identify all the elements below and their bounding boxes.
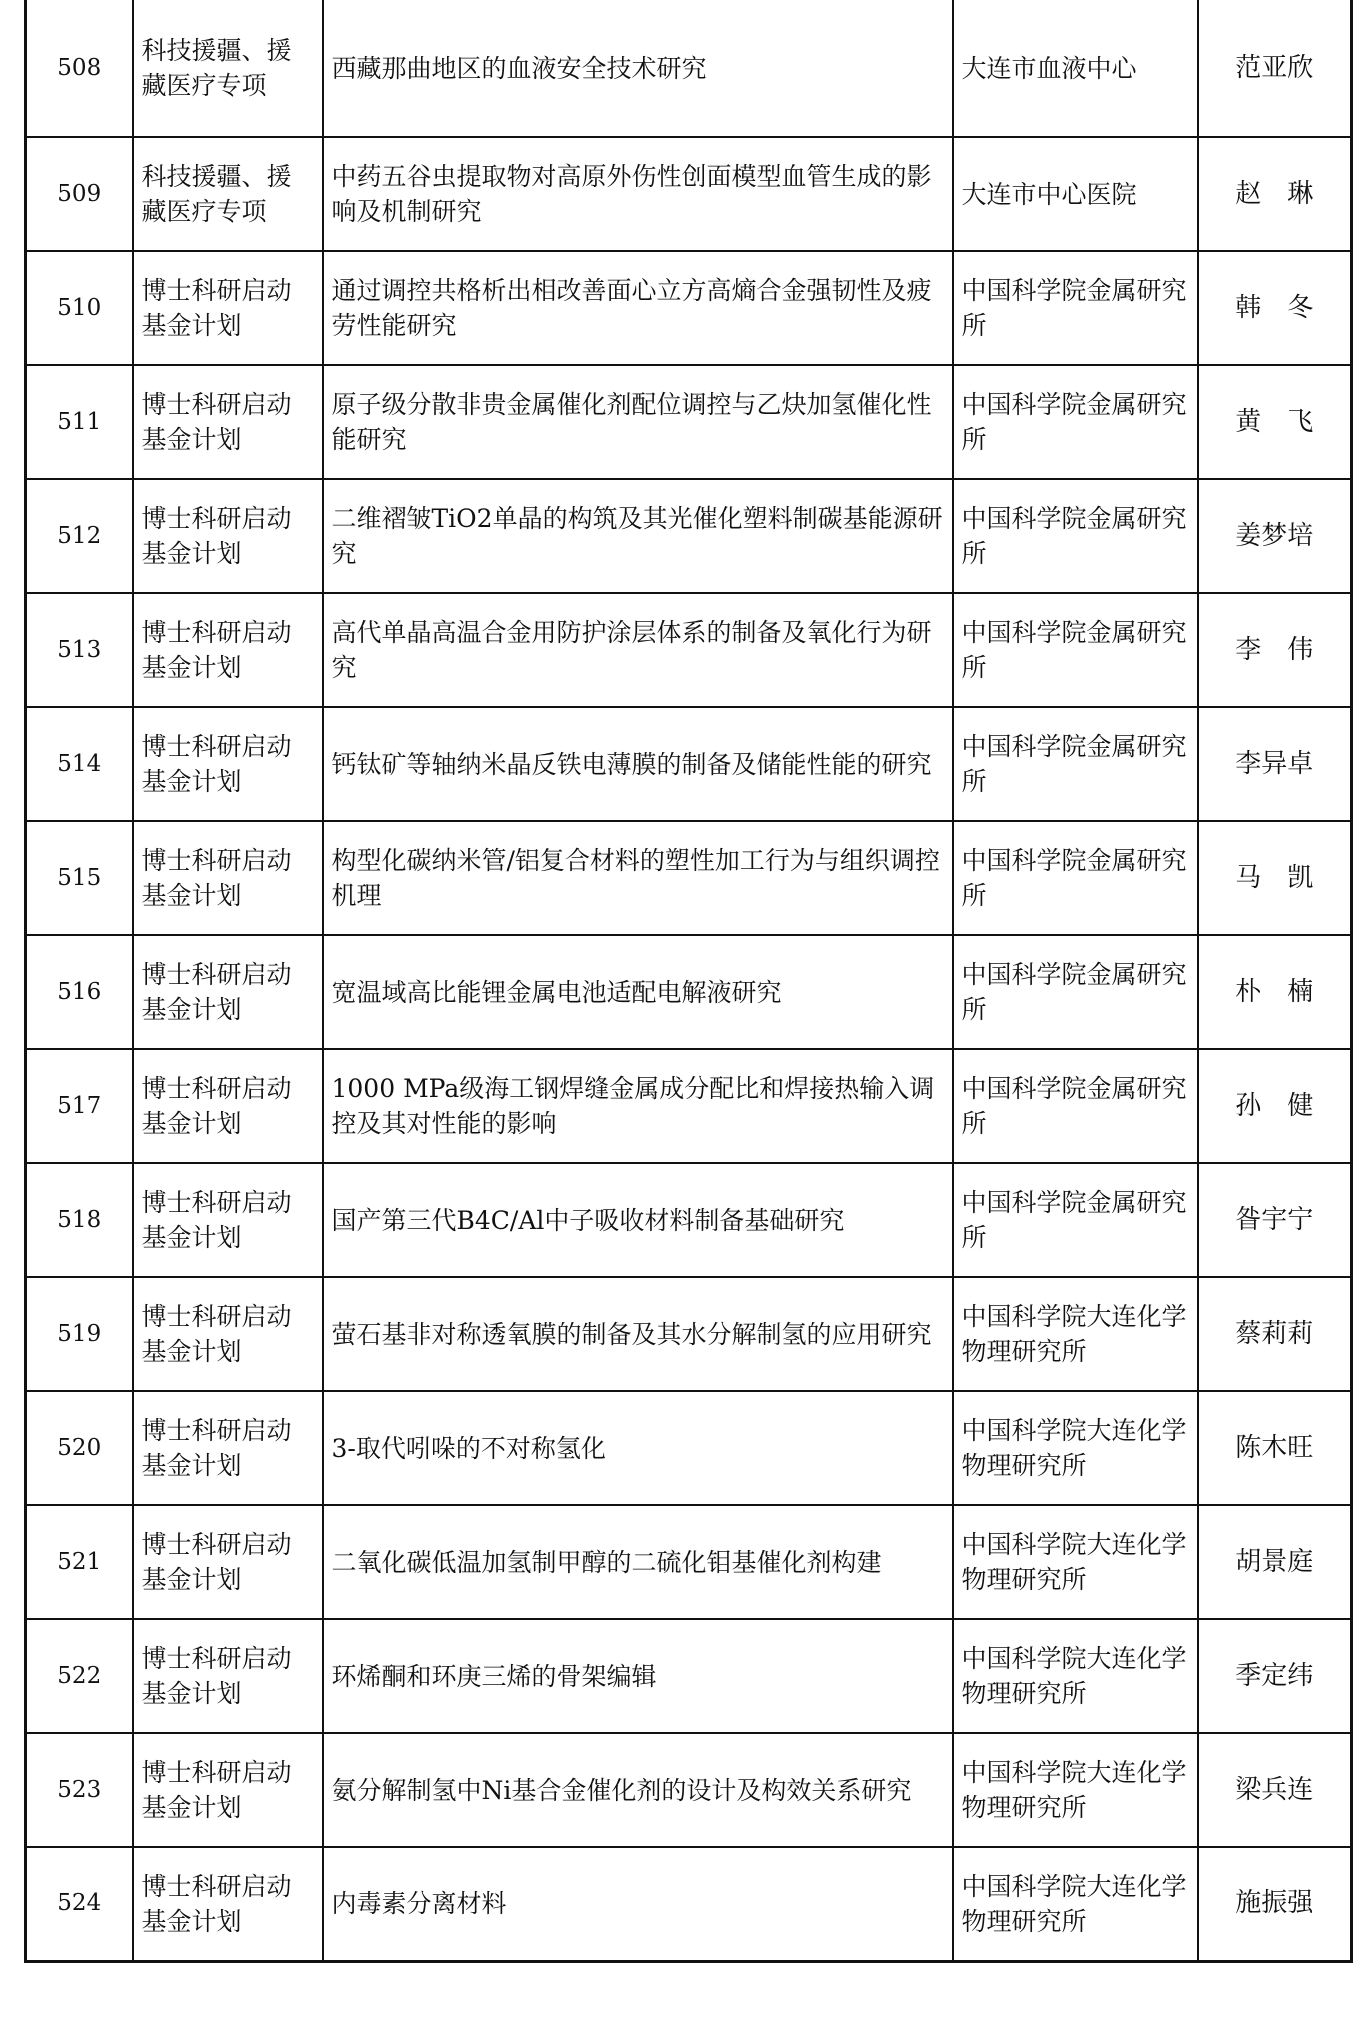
organization: 大连市中心医院 (953, 137, 1198, 251)
table-row (26, 821, 1352, 935)
table-row (26, 935, 1352, 1049)
row-number: 509 (26, 137, 133, 251)
table-row (26, 1733, 1352, 1847)
row-number: 511 (26, 365, 133, 479)
project-topic: 国产第三代B4C/Al中子吸收材料制备基础研究 (323, 1163, 953, 1277)
row-number: 521 (26, 1505, 133, 1619)
organization: 中国科学院金属研究所 (953, 1049, 1198, 1163)
organization: 中国科学院金属研究所 (953, 1163, 1198, 1277)
organization: 中国科学院金属研究所 (953, 593, 1198, 707)
organization: 大连市血液中心 (953, 0, 1198, 137)
table-row (26, 1163, 1352, 1277)
row-number: 515 (26, 821, 133, 935)
organization: 中国科学院金属研究所 (953, 479, 1198, 593)
project-topic: 中药五谷虫提取物对高原外伤性创面模型血管生成的影响及机制研究 (323, 137, 953, 251)
responsible-person: 李 伟 (1198, 593, 1352, 707)
responsible-person: 蔡莉莉 (1198, 1277, 1352, 1391)
responsible-person: 李异卓 (1198, 707, 1352, 821)
organization: 中国科学院金属研究所 (953, 707, 1198, 821)
project-topic: 二氧化碳低温加氢制甲醇的二硫化钼基催化剂构建 (323, 1505, 953, 1619)
project-category: 博士科研启动基金计划 (133, 251, 323, 365)
project-table-container (24, 0, 1350, 1963)
organization: 中国科学院大连化学物理研究所 (953, 1391, 1198, 1505)
project-category: 博士科研启动基金计划 (133, 1619, 323, 1733)
row-number: 522 (26, 1619, 133, 1733)
organization: 中国科学院大连化学物理研究所 (953, 1619, 1198, 1733)
organization: 中国科学院大连化学物理研究所 (953, 1277, 1198, 1391)
project-topic: 高代单晶高温合金用防护涂层体系的制备及氧化行为研究 (323, 593, 953, 707)
organization: 中国科学院金属研究所 (953, 365, 1198, 479)
row-number: 514 (26, 707, 133, 821)
organization: 中国科学院金属研究所 (953, 821, 1198, 935)
project-category: 博士科研启动基金计划 (133, 1391, 323, 1505)
project-category: 科技援疆、援藏医疗专项 (133, 137, 323, 251)
row-number: 520 (26, 1391, 133, 1505)
responsible-person: 马 凯 (1198, 821, 1352, 935)
project-category: 科技援疆、援藏医疗专项 (133, 0, 323, 137)
row-number: 519 (26, 1277, 133, 1391)
project-topic: 1000 MPa级海工钢焊缝金属成分配比和焊接热输入调控及其对性能的影响 (323, 1049, 953, 1163)
project-category: 博士科研启动基金计划 (133, 593, 323, 707)
table-row (26, 0, 1352, 137)
row-number: 510 (26, 251, 133, 365)
project-category: 博士科研启动基金计划 (133, 1847, 323, 1961)
project-topic: 通过调控共格析出相改善面心立方高熵合金强韧性及疲劳性能研究 (323, 251, 953, 365)
responsible-person: 梁兵连 (1198, 1733, 1352, 1847)
project-topic: 环烯酮和环庚三烯的骨架编辑 (323, 1619, 953, 1733)
responsible-person: 朴 楠 (1198, 935, 1352, 1049)
project-category: 博士科研启动基金计划 (133, 707, 323, 821)
project-topic: 二维褶皱TiO2单晶的构筑及其光催化塑料制碳基能源研究 (323, 479, 953, 593)
row-number: 523 (26, 1733, 133, 1847)
project-topic: 氨分解制氢中Ni基合金催化剂的设计及构效关系研究 (323, 1733, 953, 1847)
responsible-person: 孙 健 (1198, 1049, 1352, 1163)
table-row (26, 593, 1352, 707)
table-row (26, 365, 1352, 479)
table-row (26, 251, 1352, 365)
table-row (26, 707, 1352, 821)
project-category: 博士科研启动基金计划 (133, 821, 323, 935)
project-category: 博士科研启动基金计划 (133, 1733, 323, 1847)
table-row (26, 1505, 1352, 1619)
table-row (26, 1049, 1352, 1163)
responsible-person: 韩 冬 (1198, 251, 1352, 365)
table-row (26, 137, 1352, 251)
project-category: 博士科研启动基金计划 (133, 1277, 323, 1391)
responsible-person: 赵 琳 (1198, 137, 1352, 251)
responsible-person: 范亚欣 (1198, 0, 1352, 137)
project-topic: 原子级分散非贵金属催化剂配位调控与乙炔加氢催化性能研究 (323, 365, 953, 479)
project-topic: 内毒素分离材料 (323, 1847, 953, 1961)
organization: 中国科学院金属研究所 (953, 251, 1198, 365)
row-number: 508 (26, 0, 133, 137)
row-number: 524 (26, 1847, 133, 1961)
project-topic: 钙钛矿等轴纳米晶反铁电薄膜的制备及储能性能的研究 (323, 707, 953, 821)
row-number: 516 (26, 935, 133, 1049)
table-row (26, 1847, 1352, 1961)
project-topic: 3-取代吲哚的不对称氢化 (323, 1391, 953, 1505)
project-category: 博士科研启动基金计划 (133, 1505, 323, 1619)
row-number: 512 (26, 479, 133, 593)
row-number: 513 (26, 593, 133, 707)
table-row (26, 1619, 1352, 1733)
table-row (26, 1391, 1352, 1505)
project-topic: 萤石基非对称透氧膜的制备及其水分解制氢的应用研究 (323, 1277, 953, 1391)
organization: 中国科学院大连化学物理研究所 (953, 1847, 1198, 1961)
responsible-person: 胡景庭 (1198, 1505, 1352, 1619)
organization: 中国科学院大连化学物理研究所 (953, 1733, 1198, 1847)
responsible-person: 昝宇宁 (1198, 1163, 1352, 1277)
table-row (26, 1277, 1352, 1391)
row-number: 518 (26, 1163, 133, 1277)
responsible-person: 季定纬 (1198, 1619, 1352, 1733)
project-topic: 宽温域高比能锂金属电池适配电解液研究 (323, 935, 953, 1049)
project-table (24, 0, 1353, 1963)
responsible-person: 陈木旺 (1198, 1391, 1352, 1505)
project-category: 博士科研启动基金计划 (133, 365, 323, 479)
project-category: 博士科研启动基金计划 (133, 1163, 323, 1277)
organization: 中国科学院金属研究所 (953, 935, 1198, 1049)
project-table-body (26, 0, 1352, 1961)
table-row (26, 479, 1352, 593)
responsible-person: 施振强 (1198, 1847, 1352, 1961)
project-topic: 西藏那曲地区的血液安全技术研究 (323, 0, 953, 137)
project-topic: 构型化碳纳米管/铝复合材料的塑性加工行为与组织调控机理 (323, 821, 953, 935)
project-category: 博士科研启动基金计划 (133, 1049, 323, 1163)
organization: 中国科学院大连化学物理研究所 (953, 1505, 1198, 1619)
responsible-person: 姜梦培 (1198, 479, 1352, 593)
responsible-person: 黄 飞 (1198, 365, 1352, 479)
project-category: 博士科研启动基金计划 (133, 479, 323, 593)
row-number: 517 (26, 1049, 133, 1163)
project-category: 博士科研启动基金计划 (133, 935, 323, 1049)
